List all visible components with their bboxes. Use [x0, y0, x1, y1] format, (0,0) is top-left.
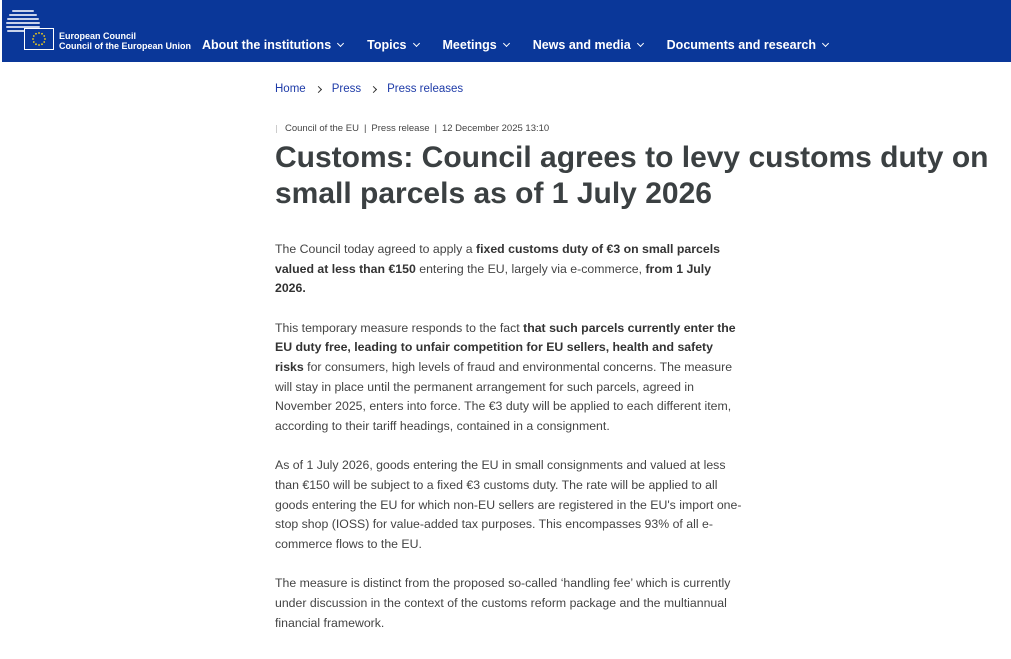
article-body — [275, 240, 745, 653]
breadcrumb — [275, 83, 463, 95]
chevron-right-icon — [370, 85, 377, 92]
paragraph-text: The Council today agreed to apply a — [275, 242, 476, 256]
bold-text: from 1 July 2026. — [275, 261, 712, 296]
top-navigation-bar — [2, 0, 1011, 62]
article-paragraph — [275, 456, 745, 555]
brand-line-2: Council of the European Union — [59, 41, 191, 51]
eu-flag-icon — [24, 28, 54, 50]
breadcrumb-press-releases[interactable]: Press releases — [387, 83, 464, 95]
brand-line-1: European Council — [59, 31, 137, 41]
page-title: Customs: Council agrees to levy customs duty on small parcels as of 1 July 2026 — [275, 141, 989, 210]
chevron-down-icon — [412, 40, 419, 47]
breadcrumb-press[interactable]: Press — [331, 83, 362, 95]
paragraph-text: This temporary measure responds to the fact — [275, 320, 524, 335]
meta-divider: | — [363, 123, 367, 134]
nav-label: News and media — [532, 38, 631, 52]
chevron-down-icon — [637, 40, 644, 47]
breadcrumb-home[interactable]: Home — [275, 83, 306, 95]
nav-about-institutions[interactable] — [202, 38, 343, 52]
meta-divider: | — [434, 123, 437, 134]
article-meta — [276, 123, 549, 134]
meta-source: Council of the EU — [285, 123, 359, 134]
nav-label: Topics — [367, 38, 407, 52]
meta-type: Press release — [371, 123, 430, 134]
bold-text: fixed customs duty of €3 on small parcels valued at less than €150 — [275, 242, 720, 276]
paragraph-text: The measure is distinct from the proposed so-called ‘handling fee’ which is currently under discussion in the context of the customs reform package and the multiannual financial framework. — [275, 576, 731, 630]
main-nav — [202, 38, 852, 52]
chevron-down-icon — [337, 40, 344, 47]
nav-documents-and-research[interactable] — [667, 38, 828, 52]
chevron-right-icon — [315, 85, 322, 92]
paragraph-text: for consumers, high levels of fraud and environmental concerns. The measure will stay in place until the permanent arrangement for such parcels, agreed in November 2025, enters into force. The €3 duty will be applied to each different item, according to their tariff headings, contained in a consignment. — [275, 360, 733, 434]
bold-text: that such parcels currently enter the EU duty free, leading to unfair competition for EU sellers, health and safety risks — [275, 320, 736, 375]
brand-name[interactable] — [59, 31, 191, 51]
article-paragraph — [275, 319, 745, 437]
nav-label: About the institutions — [202, 38, 332, 52]
nav-topics[interactable] — [367, 38, 418, 52]
nav-label: Meetings — [442, 38, 497, 52]
paragraph-text: entering the EU, largely via e-commerce, — [415, 261, 646, 276]
meta-date: 12 December 2025 13:10 — [441, 123, 550, 134]
article-paragraph — [275, 240, 745, 299]
chevron-down-icon — [822, 40, 829, 47]
nav-meetings[interactable] — [443, 38, 509, 52]
paragraph-text: As of 1 July 2026, goods entering the EU in small consignments and valued at less than €150 will be subject to a fixed €3 customs duty. The rate will be applied to all goods entering the EU for which non-EU sellers are registered in the EU's import one-stop shop (IOSS) for value-added tax purposes. This encompasses 93% of all e-commerce flows to the EU. — [275, 458, 742, 552]
nav-label: Documents and research — [666, 38, 817, 52]
article-paragraph — [275, 574, 745, 633]
chevron-down-icon — [503, 40, 510, 47]
divider-mark — [276, 125, 281, 133]
nav-news-and-media[interactable] — [533, 38, 643, 52]
council-logo[interactable] — [6, 10, 56, 52]
